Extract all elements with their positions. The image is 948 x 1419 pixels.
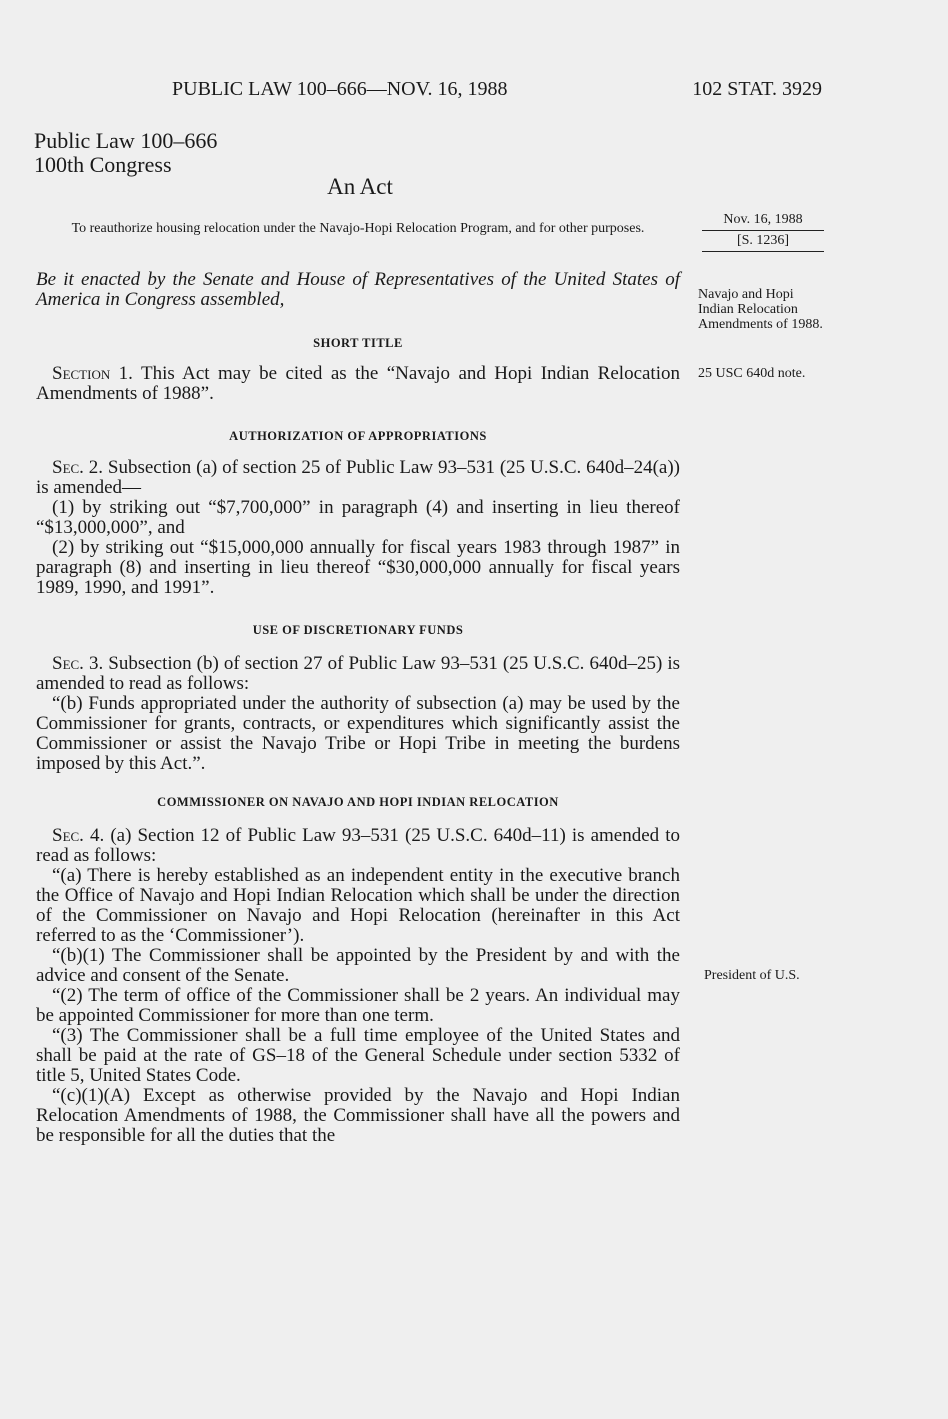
enactment-date: Nov. 16, 1988	[702, 212, 824, 231]
act-title: An Act	[327, 174, 393, 199]
section-1-heading: SHORT TITLE	[313, 336, 403, 350]
usc-margin-note: 25 USC 640d note.	[698, 366, 806, 381]
section-3-label: Sec. 3.	[52, 653, 104, 674]
congress-number: 100th Congress	[34, 152, 172, 177]
section-4	[36, 826, 680, 1146]
section-1	[36, 364, 680, 404]
section-4-paragraph-3: “(2) The term of office of the Commissioner shall be 2 years. An individual may be appointed Commissioner for more than one term.	[36, 985, 680, 1026]
section-3-heading: USE OF DISCRETIONARY FUNDS	[252, 623, 464, 637]
section-2-paragraph-1: (1) by striking out “$7,700,000” in paragraph (4) and inserting in lieu thereof “$13,000,000”, and	[36, 497, 680, 538]
statute-reference: 102 STAT. 3929	[692, 78, 822, 100]
section-2-text: Subsection (a) of section 25 of Public Law 93–531 (25 U.S.C. 640d–24(a)) is amended—	[36, 457, 681, 498]
section-1-label: Section 1.	[52, 363, 133, 384]
president-margin-note: President of U.S.	[704, 968, 800, 983]
section-2-label: Sec. 2.	[52, 457, 104, 478]
short-title-margin-note: Navajo and Hopi Indian Relocation Amendments of 1988.	[698, 287, 823, 332]
bill-number: [S. 1236]	[702, 231, 824, 252]
enacting-clause: Be it enacted by the Senate and House of Representatives of the United States of America in Congress assembled,	[36, 269, 680, 310]
section-4-paragraph-4: “(3) The Commissioner shall be a full time employee of the United States and shall be paid at the rate of GS–18 of the General Schedule under section 5332 of title 5, United States Code.	[36, 1025, 680, 1086]
section-4-paragraph-2: “(b)(1) The Commissioner shall be appointed by the President by and with the advice and consent of the Senate.	[36, 945, 680, 986]
section-4-paragraph-5: “(c)(1)(A) Except as otherwise provided by the Navajo and Hopi Indian Relocation Amendments of 1988, the Commissioner shall have all the powers and be responsible for all the duties that the	[36, 1085, 680, 1146]
running-header: PUBLIC LAW 100–666—NOV. 16, 1988	[172, 78, 508, 100]
section-4-text: (a) Section 12 of Public Law 93–531 (25 U.S.C. 640d–11) is amended to read as follows:	[36, 825, 681, 866]
section-4-heading: COMMISSIONER ON NAVAJO AND HOPI INDIAN RELOCATION	[157, 795, 559, 809]
section-2	[36, 458, 680, 598]
section-2-paragraph-2: (2) by striking out “$15,000,000 annually for fiscal years 1983 through 1987” in paragraph (8) and inserting in lieu thereof “$30,000,000 annually for fiscal years 1989, 1990, and 1991”.	[36, 537, 680, 598]
section-2-heading: AUTHORIZATION OF APPROPRIATIONS	[229, 429, 487, 443]
section-1-text: This Act may be cited as the “Navajo and Hopi Indian Relocation Amendments of 1988”.	[36, 363, 680, 404]
section-3	[36, 654, 680, 774]
section-4-label: Sec. 4.	[52, 825, 105, 846]
section-4-paragraph-1: “(a) There is hereby established as an independent entity in the executive branch the Office of Navajo and Hopi Indian Relocation which shall be under the direction of the Commissioner on Navajo and Hopi Relocation (hereinafter in this Act referred to as the ‘Commissioner’).	[36, 865, 680, 946]
margin-date-block	[702, 212, 824, 252]
section-3-text: Subsection (b) of section 27 of Public Law 93–531 (25 U.S.C. 640d–25) is amended to read as follows:	[36, 653, 680, 694]
act-purpose: To reauthorize housing relocation under the Navajo-Hopi Relocation Program, and for other purposes.	[71, 221, 645, 236]
section-3-paragraph-1: “(b) Funds appropriated under the authority of subsection (a) may be used by the Commissioner for grants, contracts, or expenditures which significantly assist the Commissioner or assist the Navajo Tribe or Hopi Tribe in meeting the burdens imposed by this Act.”.	[36, 693, 680, 774]
public-law-number: Public Law 100–666	[34, 128, 218, 153]
